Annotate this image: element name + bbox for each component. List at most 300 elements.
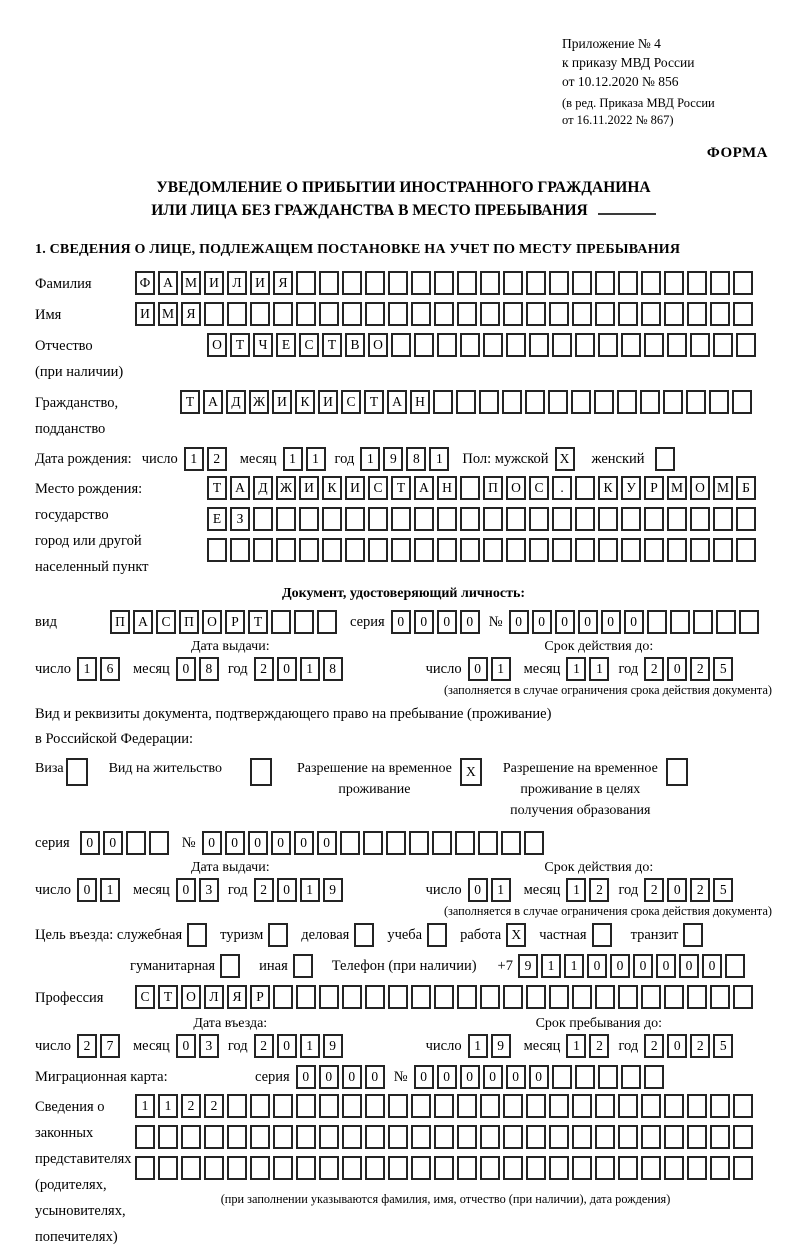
char-cell[interactable]: 0 <box>468 878 488 902</box>
char-cell[interactable] <box>667 538 687 562</box>
char-cell[interactable]: И <box>250 271 270 295</box>
char-cell[interactable] <box>526 302 546 326</box>
char-cell[interactable]: 2 <box>589 878 609 902</box>
char-cell[interactable] <box>368 538 388 562</box>
char-cell[interactable]: 0 <box>176 657 196 681</box>
char-cell[interactable] <box>434 302 454 326</box>
char-cell[interactable]: 0 <box>271 831 291 855</box>
char-cell[interactable] <box>296 985 316 1009</box>
char-cell[interactable] <box>617 390 637 414</box>
char-cell[interactable]: Т <box>158 985 178 1009</box>
char-cell[interactable] <box>365 985 385 1009</box>
char-cell[interactable] <box>644 1065 664 1089</box>
char-cell[interactable] <box>595 1125 615 1149</box>
char-cell[interactable]: Я <box>227 985 247 1009</box>
char-cell[interactable]: 2 <box>644 657 664 681</box>
char-cell[interactable] <box>457 1125 477 1149</box>
char-cell[interactable]: 0 <box>277 1034 297 1058</box>
char-cell[interactable] <box>207 538 227 562</box>
char-cell[interactable]: 0 <box>624 610 644 634</box>
char-cell[interactable] <box>664 1156 684 1180</box>
char-cell[interactable] <box>342 302 362 326</box>
char-cell[interactable]: 0 <box>319 1065 339 1089</box>
char-cell[interactable] <box>526 985 546 1009</box>
char-cell[interactable] <box>710 1094 730 1118</box>
char-cell[interactable] <box>506 538 526 562</box>
char-cell[interactable]: В <box>345 333 365 357</box>
char-cell[interactable]: 0 <box>702 954 722 978</box>
char-cell[interactable]: Т <box>364 390 384 414</box>
char-cell[interactable] <box>294 610 314 634</box>
char-cell[interactable] <box>434 1156 454 1180</box>
char-cell[interactable] <box>595 1156 615 1180</box>
char-cell[interactable]: С <box>341 390 361 414</box>
char-cell[interactable] <box>598 333 618 357</box>
char-cell[interactable] <box>644 538 664 562</box>
char-cell[interactable]: О <box>202 610 222 634</box>
char-cell[interactable] <box>595 1094 615 1118</box>
char-cell[interactable]: 0 <box>437 610 457 634</box>
char-cell[interactable] <box>253 538 273 562</box>
char-cell[interactable] <box>733 271 753 295</box>
char-cell[interactable] <box>713 507 733 531</box>
checkbox-cell[interactable]: X <box>506 923 526 947</box>
char-cell[interactable] <box>641 1125 661 1149</box>
char-cell[interactable]: 0 <box>414 1065 434 1089</box>
char-cell[interactable]: Е <box>276 333 296 357</box>
char-cell[interactable]: 0 <box>77 878 97 902</box>
char-cell[interactable] <box>126 831 146 855</box>
char-cell[interactable]: 0 <box>277 657 297 681</box>
char-cell[interactable] <box>319 1156 339 1180</box>
char-cell[interactable] <box>483 333 503 357</box>
char-cell[interactable] <box>686 390 706 414</box>
char-cell[interactable]: 3 <box>199 878 219 902</box>
char-cell[interactable] <box>437 538 457 562</box>
char-cell[interactable]: Б <box>736 476 756 500</box>
char-cell[interactable] <box>549 1156 569 1180</box>
char-cell[interactable]: 0 <box>437 1065 457 1089</box>
char-cell[interactable] <box>710 1156 730 1180</box>
char-cell[interactable] <box>460 538 480 562</box>
checkbox-cell[interactable] <box>354 923 374 947</box>
char-cell[interactable]: 5 <box>713 878 733 902</box>
char-cell[interactable] <box>621 1065 641 1089</box>
char-cell[interactable]: 0 <box>656 954 676 978</box>
char-cell[interactable]: 1 <box>429 447 449 471</box>
char-cell[interactable]: 9 <box>518 954 538 978</box>
char-cell[interactable] <box>733 1125 753 1149</box>
char-cell[interactable] <box>687 1094 707 1118</box>
char-cell[interactable]: Т <box>207 476 227 500</box>
char-cell[interactable] <box>227 1094 247 1118</box>
char-cell[interactable] <box>319 302 339 326</box>
char-cell[interactable]: К <box>295 390 315 414</box>
char-cell[interactable]: 2 <box>254 1034 274 1058</box>
char-cell[interactable] <box>250 1094 270 1118</box>
char-cell[interactable] <box>483 507 503 531</box>
char-cell[interactable] <box>526 1094 546 1118</box>
char-cell[interactable] <box>457 302 477 326</box>
char-cell[interactable]: Л <box>227 271 247 295</box>
char-cell[interactable]: 0 <box>202 831 222 855</box>
char-cell[interactable]: Р <box>225 610 245 634</box>
char-cell[interactable] <box>411 302 431 326</box>
char-cell[interactable] <box>480 1125 500 1149</box>
char-cell[interactable] <box>618 302 638 326</box>
char-cell[interactable] <box>552 333 572 357</box>
char-cell[interactable] <box>250 1156 270 1180</box>
char-cell[interactable]: Н <box>410 390 430 414</box>
char-cell[interactable]: Я <box>273 271 293 295</box>
char-cell[interactable]: Е <box>207 507 227 531</box>
char-cell[interactable]: 0 <box>667 1034 687 1058</box>
char-cell[interactable]: 9 <box>323 878 343 902</box>
char-cell[interactable]: 1 <box>566 657 586 681</box>
char-cell[interactable] <box>690 538 710 562</box>
char-cell[interactable] <box>273 302 293 326</box>
char-cell[interactable] <box>713 538 733 562</box>
char-cell[interactable]: . <box>552 476 572 500</box>
checkbox-cell[interactable]: X <box>460 758 482 786</box>
char-cell[interactable] <box>204 302 224 326</box>
char-cell[interactable] <box>641 1094 661 1118</box>
char-cell[interactable] <box>644 333 664 357</box>
char-cell[interactable] <box>549 1125 569 1149</box>
char-cell[interactable] <box>506 333 526 357</box>
char-cell[interactable] <box>319 271 339 295</box>
char-cell[interactable] <box>342 985 362 1009</box>
char-cell[interactable] <box>368 507 388 531</box>
char-cell[interactable] <box>736 538 756 562</box>
char-cell[interactable]: 1 <box>184 447 204 471</box>
char-cell[interactable]: 9 <box>323 1034 343 1058</box>
char-cell[interactable] <box>391 538 411 562</box>
char-cell[interactable] <box>503 985 523 1009</box>
char-cell[interactable]: 5 <box>713 1034 733 1058</box>
char-cell[interactable]: 0 <box>667 657 687 681</box>
char-cell[interactable] <box>525 390 545 414</box>
char-cell[interactable]: Т <box>248 610 268 634</box>
char-cell[interactable] <box>322 538 342 562</box>
char-cell[interactable] <box>644 507 664 531</box>
char-cell[interactable]: 5 <box>713 657 733 681</box>
char-cell[interactable] <box>296 302 316 326</box>
char-cell[interactable] <box>506 507 526 531</box>
char-cell[interactable]: 9 <box>491 1034 511 1058</box>
char-cell[interactable]: 8 <box>406 447 426 471</box>
char-cell[interactable] <box>434 271 454 295</box>
char-cell[interactable] <box>365 1125 385 1149</box>
char-cell[interactable] <box>575 476 595 500</box>
char-cell[interactable] <box>501 831 521 855</box>
char-cell[interactable] <box>647 610 667 634</box>
char-cell[interactable] <box>549 271 569 295</box>
char-cell[interactable] <box>457 985 477 1009</box>
char-cell[interactable]: П <box>483 476 503 500</box>
char-cell[interactable] <box>503 1156 523 1180</box>
char-cell[interactable] <box>690 507 710 531</box>
char-cell[interactable] <box>618 1125 638 1149</box>
char-cell[interactable] <box>319 1125 339 1149</box>
char-cell[interactable]: 2 <box>690 657 710 681</box>
char-cell[interactable] <box>276 507 296 531</box>
char-cell[interactable] <box>317 610 337 634</box>
checkbox-cell[interactable] <box>220 954 240 978</box>
char-cell[interactable] <box>716 610 736 634</box>
char-cell[interactable]: 0 <box>277 878 297 902</box>
char-cell[interactable] <box>480 985 500 1009</box>
char-cell[interactable]: 0 <box>555 610 575 634</box>
char-cell[interactable]: Л <box>204 985 224 1009</box>
checkbox-cell[interactable] <box>666 758 688 786</box>
char-cell[interactable] <box>342 1125 362 1149</box>
char-cell[interactable] <box>345 507 365 531</box>
char-cell[interactable] <box>391 507 411 531</box>
char-cell[interactable]: 1 <box>566 1034 586 1058</box>
char-cell[interactable]: 0 <box>296 1065 316 1089</box>
char-cell[interactable]: Ч <box>253 333 273 357</box>
char-cell[interactable] <box>158 1125 178 1149</box>
char-cell[interactable] <box>434 1125 454 1149</box>
char-cell[interactable]: М <box>667 476 687 500</box>
char-cell[interactable] <box>664 1125 684 1149</box>
char-cell[interactable] <box>529 333 549 357</box>
char-cell[interactable] <box>641 302 661 326</box>
char-cell[interactable] <box>296 1125 316 1149</box>
checkbox-cell[interactable] <box>683 923 703 947</box>
char-cell[interactable]: 0 <box>342 1065 362 1089</box>
char-cell[interactable]: 1 <box>158 1094 178 1118</box>
char-cell[interactable]: 0 <box>532 610 552 634</box>
char-cell[interactable] <box>572 1094 592 1118</box>
char-cell[interactable]: 0 <box>578 610 598 634</box>
char-cell[interactable]: С <box>529 476 549 500</box>
char-cell[interactable] <box>575 507 595 531</box>
char-cell[interactable] <box>409 831 429 855</box>
char-cell[interactable] <box>363 831 383 855</box>
char-cell[interactable] <box>549 1094 569 1118</box>
char-cell[interactable]: 0 <box>633 954 653 978</box>
char-cell[interactable] <box>456 390 476 414</box>
char-cell[interactable] <box>273 985 293 1009</box>
char-cell[interactable]: А <box>203 390 223 414</box>
char-cell[interactable]: 0 <box>460 610 480 634</box>
char-cell[interactable]: Д <box>253 476 273 500</box>
checkbox-cell[interactable]: X <box>555 447 575 471</box>
char-cell[interactable]: И <box>299 476 319 500</box>
char-cell[interactable] <box>204 1125 224 1149</box>
char-cell[interactable] <box>345 538 365 562</box>
char-cell[interactable] <box>414 333 434 357</box>
char-cell[interactable]: Т <box>180 390 200 414</box>
char-cell[interactable] <box>618 1094 638 1118</box>
char-cell[interactable]: 2 <box>644 878 664 902</box>
char-cell[interactable] <box>388 1094 408 1118</box>
char-cell[interactable]: 0 <box>176 1034 196 1058</box>
char-cell[interactable] <box>276 538 296 562</box>
char-cell[interactable] <box>529 507 549 531</box>
char-cell[interactable] <box>641 985 661 1009</box>
char-cell[interactable]: 2 <box>207 447 227 471</box>
char-cell[interactable] <box>693 610 713 634</box>
char-cell[interactable] <box>434 1094 454 1118</box>
char-cell[interactable] <box>664 1094 684 1118</box>
char-cell[interactable] <box>457 1156 477 1180</box>
char-cell[interactable]: И <box>272 390 292 414</box>
char-cell[interactable] <box>733 1094 753 1118</box>
char-cell[interactable] <box>732 390 752 414</box>
char-cell[interactable]: 8 <box>323 657 343 681</box>
char-cell[interactable] <box>571 390 591 414</box>
char-cell[interactable] <box>204 1156 224 1180</box>
char-cell[interactable] <box>709 390 729 414</box>
char-cell[interactable] <box>296 1156 316 1180</box>
char-cell[interactable]: 0 <box>365 1065 385 1089</box>
char-cell[interactable] <box>388 1125 408 1149</box>
char-cell[interactable] <box>572 1156 592 1180</box>
char-cell[interactable] <box>524 831 544 855</box>
char-cell[interactable] <box>664 271 684 295</box>
char-cell[interactable] <box>342 1156 362 1180</box>
char-cell[interactable] <box>618 271 638 295</box>
char-cell[interactable]: 1 <box>564 954 584 978</box>
char-cell[interactable]: 0 <box>601 610 621 634</box>
char-cell[interactable]: 1 <box>360 447 380 471</box>
char-cell[interactable] <box>434 985 454 1009</box>
char-cell[interactable]: 1 <box>300 878 320 902</box>
char-cell[interactable] <box>388 985 408 1009</box>
char-cell[interactable]: Р <box>250 985 270 1009</box>
char-cell[interactable] <box>687 271 707 295</box>
char-cell[interactable]: 0 <box>103 831 123 855</box>
char-cell[interactable] <box>503 271 523 295</box>
char-cell[interactable]: 0 <box>460 1065 480 1089</box>
char-cell[interactable] <box>388 1156 408 1180</box>
char-cell[interactable] <box>598 507 618 531</box>
char-cell[interactable]: 1 <box>491 657 511 681</box>
char-cell[interactable] <box>733 985 753 1009</box>
char-cell[interactable] <box>733 302 753 326</box>
char-cell[interactable]: О <box>207 333 227 357</box>
char-cell[interactable]: 0 <box>506 1065 526 1089</box>
char-cell[interactable] <box>135 1156 155 1180</box>
char-cell[interactable]: И <box>135 302 155 326</box>
char-cell[interactable] <box>149 831 169 855</box>
char-cell[interactable]: О <box>368 333 388 357</box>
char-cell[interactable]: 2 <box>254 878 274 902</box>
checkbox-cell[interactable] <box>187 923 207 947</box>
char-cell[interactable] <box>181 1156 201 1180</box>
char-cell[interactable] <box>575 333 595 357</box>
char-cell[interactable]: Т <box>230 333 250 357</box>
char-cell[interactable]: О <box>506 476 526 500</box>
char-cell[interactable]: 2 <box>589 1034 609 1058</box>
char-cell[interactable]: 1 <box>589 657 609 681</box>
char-cell[interactable] <box>299 507 319 531</box>
char-cell[interactable] <box>388 271 408 295</box>
char-cell[interactable]: З <box>230 507 250 531</box>
char-cell[interactable] <box>710 1125 730 1149</box>
char-cell[interactable] <box>227 302 247 326</box>
char-cell[interactable]: С <box>135 985 155 1009</box>
checkbox-cell[interactable] <box>592 923 612 947</box>
char-cell[interactable] <box>437 333 457 357</box>
char-cell[interactable]: С <box>156 610 176 634</box>
char-cell[interactable]: К <box>598 476 618 500</box>
char-cell[interactable] <box>365 271 385 295</box>
char-cell[interactable]: 2 <box>204 1094 224 1118</box>
char-cell[interactable] <box>618 1156 638 1180</box>
char-cell[interactable] <box>480 1094 500 1118</box>
char-cell[interactable]: 2 <box>690 878 710 902</box>
char-cell[interactable]: Т <box>322 333 342 357</box>
char-cell[interactable] <box>552 1065 572 1089</box>
char-cell[interactable] <box>250 1125 270 1149</box>
char-cell[interactable]: 0 <box>667 878 687 902</box>
char-cell[interactable] <box>641 1156 661 1180</box>
char-cell[interactable] <box>411 1094 431 1118</box>
char-cell[interactable]: М <box>713 476 733 500</box>
char-cell[interactable]: О <box>690 476 710 500</box>
char-cell[interactable]: 1 <box>306 447 326 471</box>
char-cell[interactable]: 1 <box>283 447 303 471</box>
char-cell[interactable] <box>503 302 523 326</box>
char-cell[interactable]: 1 <box>77 657 97 681</box>
char-cell[interactable] <box>664 985 684 1009</box>
char-cell[interactable] <box>687 1125 707 1149</box>
char-cell[interactable]: 0 <box>414 610 434 634</box>
char-cell[interactable] <box>273 1094 293 1118</box>
char-cell[interactable]: У <box>621 476 641 500</box>
char-cell[interactable]: 1 <box>491 878 511 902</box>
char-cell[interactable]: 1 <box>300 1034 320 1058</box>
char-cell[interactable]: 8 <box>199 657 219 681</box>
char-cell[interactable] <box>526 271 546 295</box>
char-cell[interactable]: К <box>322 476 342 500</box>
char-cell[interactable]: Ж <box>249 390 269 414</box>
char-cell[interactable]: 0 <box>509 610 529 634</box>
char-cell[interactable]: 0 <box>176 878 196 902</box>
char-cell[interactable] <box>621 333 641 357</box>
char-cell[interactable] <box>479 390 499 414</box>
char-cell[interactable] <box>690 333 710 357</box>
char-cell[interactable] <box>663 390 683 414</box>
char-cell[interactable]: 1 <box>300 657 320 681</box>
char-cell[interactable] <box>365 1156 385 1180</box>
char-cell[interactable] <box>227 1125 247 1149</box>
char-cell[interactable]: 0 <box>483 1065 503 1089</box>
char-cell[interactable]: 0 <box>391 610 411 634</box>
char-cell[interactable]: А <box>230 476 250 500</box>
char-cell[interactable]: М <box>181 271 201 295</box>
char-cell[interactable] <box>365 1094 385 1118</box>
char-cell[interactable]: М <box>158 302 178 326</box>
char-cell[interactable] <box>342 1094 362 1118</box>
char-cell[interactable] <box>480 1156 500 1180</box>
char-cell[interactable] <box>411 1156 431 1180</box>
char-cell[interactable]: 2 <box>254 657 274 681</box>
char-cell[interactable] <box>480 271 500 295</box>
char-cell[interactable] <box>319 1094 339 1118</box>
char-cell[interactable] <box>526 1125 546 1149</box>
checkbox-cell[interactable] <box>66 758 88 786</box>
char-cell[interactable]: 1 <box>566 878 586 902</box>
char-cell[interactable] <box>273 1125 293 1149</box>
char-cell[interactable] <box>253 507 273 531</box>
char-cell[interactable] <box>713 333 733 357</box>
char-cell[interactable] <box>526 1156 546 1180</box>
